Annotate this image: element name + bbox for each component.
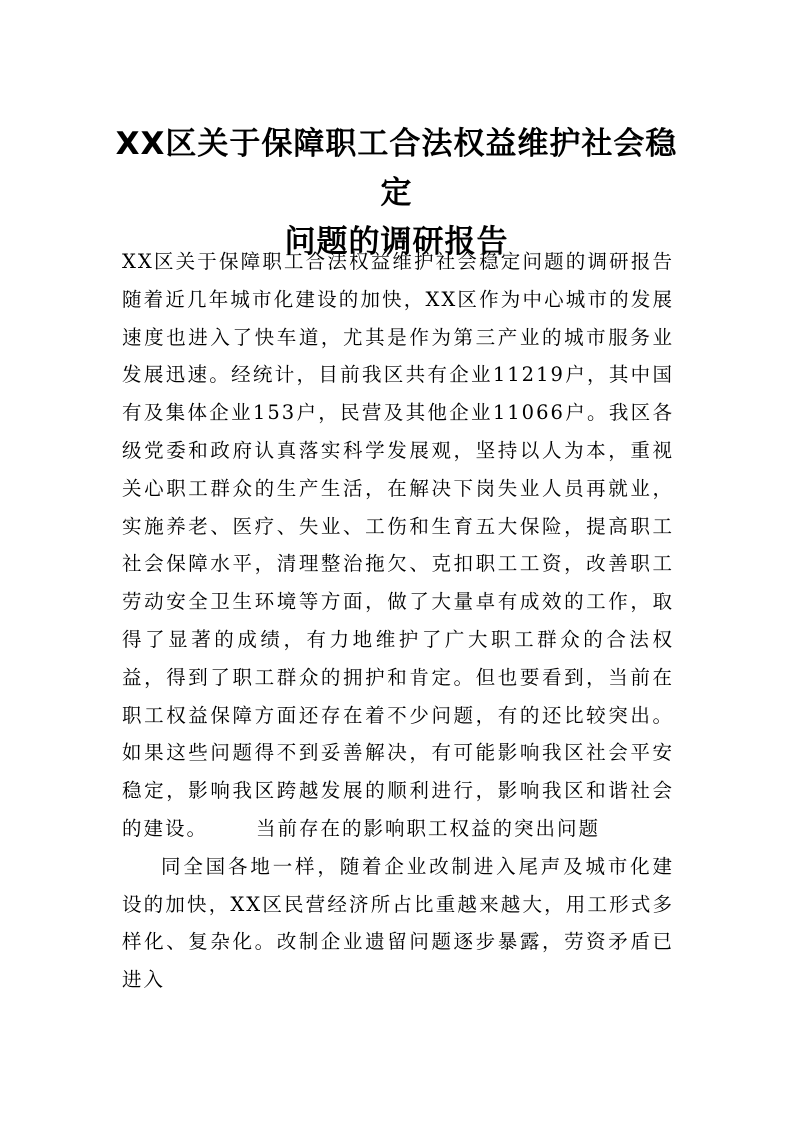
title-line-1: XX区关于保障职工合法权益维护社会稳定 (115, 126, 678, 211)
section-heading: 当前存在的影响职工权益的突出问题 (256, 816, 601, 840)
title-line-2: 问题的调研报告 (284, 224, 509, 260)
paragraph-1 (122, 243, 674, 848)
document-body (122, 243, 674, 999)
paragraph-1-body: 随着近几年城市化建设的加快，XX区作为中心城市的发展速度也进入了快车道，尤其是作为第三产业的城市服务业发展迅速。经统计，目前我区共有企业11219户，其中国有及集体企业153户，民营及其他企业11066户。我区各级党委和政府认真落实科学发展观，坚持以人为本，重视关心职工群众的生产生活，在解决下岗失业人员再就业，实施养老、医疗、失业、工伤和生育五大保险，提高职工社会保障水平，清理整治拖欠、克扣职工工资，改善职工劳动安全卫生环境等方面，做了大量卓有成效的工作，取得了显著的成绩，有力地维护了广大职工群众的合法权益，得到了职工群众的拥护和肯定。但也要看到，当前在职工权益保障方面还存在着不少问题，有的还比较突出。如果这些问题得不到妥善解决，有可能影响我区社会平安稳定，影响我区跨越发展的顺利进行，影响我区和谐社会的建设。 (122, 287, 674, 840)
paragraph-2: 同全国各地一样，随着企业改制进入尾声及城市化建设的加快，XX区民营经济所占比重越来越大，用工形式多样化、复杂化。改制企业遗留问题逐步暴露，劳资矛盾已进入 (122, 854, 674, 992)
paragraph-1-heading: XX区关于保障职工合法权益维护社会稳定问题的调研报告 (122, 250, 674, 273)
